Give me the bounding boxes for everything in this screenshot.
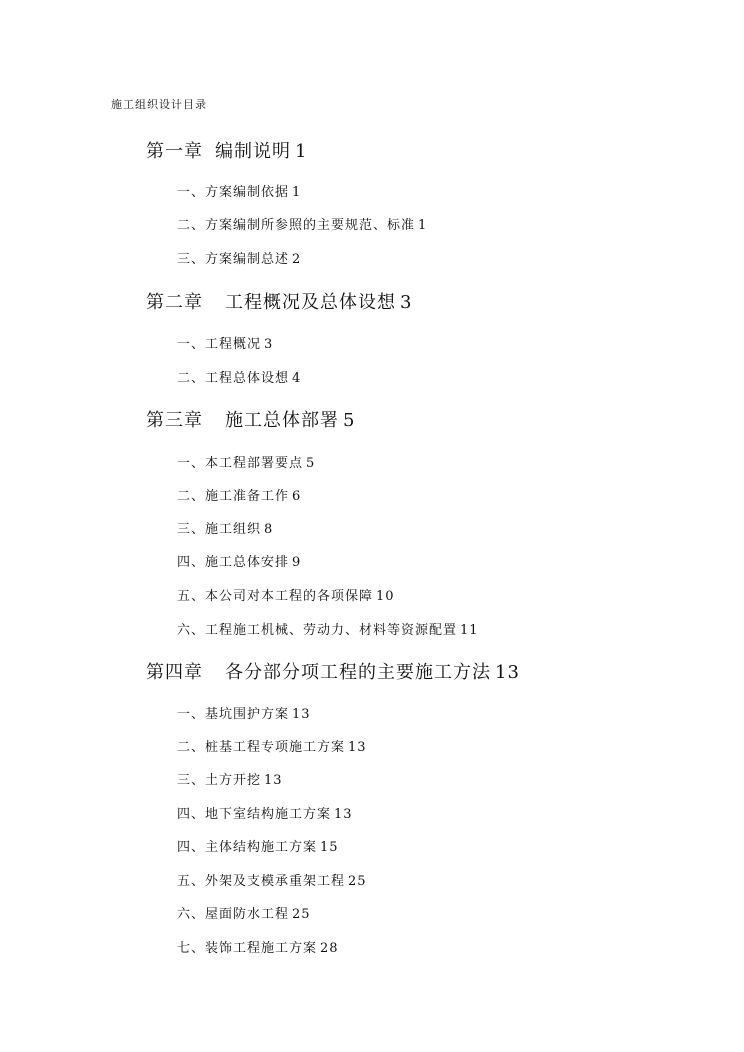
toc-chapter-1[interactable] bbox=[146, 137, 307, 163]
section-label: 三、方案编制总述 bbox=[177, 252, 290, 267]
chapter-title: 工程概况及总体设想 bbox=[225, 292, 396, 313]
toc-section-3-4[interactable] bbox=[177, 551, 301, 570]
chapter-title: 施工总体部署 bbox=[225, 410, 339, 431]
section-label: 五、本公司对本工程的各项保障 bbox=[177, 589, 374, 604]
chapter-number: 第三章 bbox=[146, 410, 203, 431]
section-label: 一、本工程部署要点 bbox=[177, 456, 304, 471]
toc-section-3-5[interactable] bbox=[177, 585, 395, 604]
section-page-number: 3 bbox=[264, 337, 274, 352]
chapter-number: 第二章 bbox=[146, 292, 203, 313]
section-label: 四、地下室结构施工方案 bbox=[177, 807, 332, 822]
toc-section-1-2[interactable] bbox=[177, 214, 427, 233]
section-page-number: 10 bbox=[376, 589, 395, 604]
toc-section-3-6[interactable] bbox=[177, 619, 479, 638]
section-label: 七、装饰工程施工方案 bbox=[177, 941, 318, 956]
section-label: 二、施工准备工作 bbox=[177, 489, 290, 504]
toc-section-4-4[interactable] bbox=[177, 803, 353, 822]
section-label: 一、基坑围护方案 bbox=[177, 707, 290, 722]
section-page-number: 1 bbox=[292, 185, 302, 200]
toc-section-4-1[interactable] bbox=[177, 703, 311, 722]
section-page-number: 25 bbox=[348, 874, 367, 889]
section-page-number: 13 bbox=[348, 740, 367, 755]
chapter-page-number: 5 bbox=[343, 410, 356, 431]
section-page-number: 8 bbox=[264, 522, 274, 537]
chapter-page-number: 3 bbox=[400, 292, 413, 313]
section-page-number: 13 bbox=[334, 807, 353, 822]
section-page-number: 4 bbox=[292, 371, 302, 386]
chapter-title: 各分部分项工程的主要施工方法 bbox=[225, 662, 491, 683]
toc-section-1-3[interactable] bbox=[177, 248, 301, 267]
chapter-page-number: 13 bbox=[495, 662, 520, 683]
section-page-number: 15 bbox=[320, 840, 339, 855]
section-label: 一、方案编制依据 bbox=[177, 185, 290, 200]
toc-section-4-5[interactable] bbox=[177, 836, 339, 855]
toc-section-4-8[interactable] bbox=[177, 937, 339, 956]
toc-section-3-3[interactable] bbox=[177, 518, 273, 537]
chapter-page-number: 1 bbox=[295, 141, 308, 162]
section-label: 四、主体结构施工方案 bbox=[177, 840, 318, 855]
section-page-number: 9 bbox=[292, 555, 302, 570]
section-label: 四、施工总体安排 bbox=[177, 555, 290, 570]
section-label: 三、施工组织 bbox=[177, 522, 262, 537]
toc-section-2-1[interactable] bbox=[177, 333, 273, 352]
toc-section-1-1[interactable] bbox=[177, 181, 301, 200]
document-header: 施工组织设计目录 bbox=[111, 98, 207, 111]
toc-section-4-6[interactable] bbox=[177, 870, 367, 889]
section-label: 六、屋面防水工程 bbox=[177, 907, 290, 922]
section-label: 六、工程施工机械、劳动力、材料等资源配置 bbox=[177, 623, 458, 638]
toc-section-2-2[interactable] bbox=[177, 367, 301, 386]
section-label: 二、方案编制所参照的主要规范、标准 bbox=[177, 218, 416, 233]
toc-section-3-2[interactable] bbox=[177, 485, 301, 504]
toc-chapter-4[interactable] bbox=[146, 658, 520, 684]
section-label: 五、外架及支模承重架工程 bbox=[177, 874, 346, 889]
section-label: 二、桩基工程专项施工方案 bbox=[177, 740, 346, 755]
toc-section-3-1[interactable] bbox=[177, 452, 315, 471]
section-page-number: 13 bbox=[292, 707, 311, 722]
section-page-number: 13 bbox=[264, 773, 283, 788]
toc-section-4-3[interactable] bbox=[177, 769, 283, 788]
chapter-number: 第一章 bbox=[146, 141, 203, 162]
section-page-number: 6 bbox=[292, 489, 302, 504]
section-label: 二、工程总体设想 bbox=[177, 371, 290, 386]
section-page-number: 5 bbox=[306, 456, 316, 471]
section-page-number: 25 bbox=[292, 907, 311, 922]
toc-chapter-3[interactable] bbox=[146, 406, 355, 432]
section-page-number: 28 bbox=[320, 941, 339, 956]
section-label: 三、土方开挖 bbox=[177, 773, 262, 788]
toc-section-4-2[interactable] bbox=[177, 736, 367, 755]
chapter-title: 编制说明 bbox=[215, 141, 291, 162]
section-page-number: 1 bbox=[418, 218, 428, 233]
chapter-number: 第四章 bbox=[146, 662, 203, 683]
section-page-number: 11 bbox=[460, 623, 479, 638]
toc-chapter-2[interactable] bbox=[146, 288, 412, 314]
section-label: 一、工程概况 bbox=[177, 337, 262, 352]
toc-section-4-7[interactable] bbox=[177, 903, 311, 922]
section-page-number: 2 bbox=[292, 252, 302, 267]
